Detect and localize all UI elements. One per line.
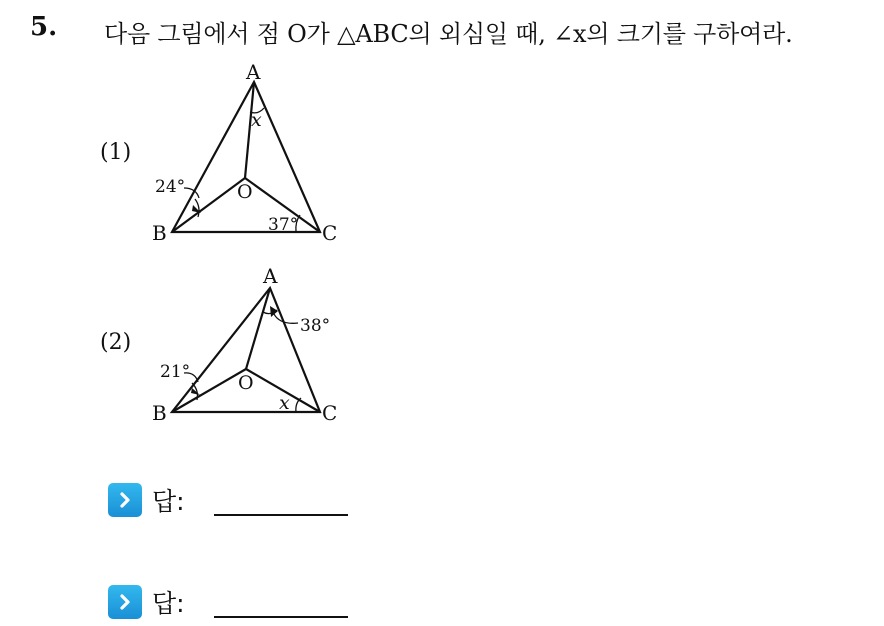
chevron-right-icon	[108, 585, 142, 619]
answer-label: 답:	[152, 487, 185, 516]
vertex-o-2: O	[238, 372, 254, 394]
segment-oa-2	[246, 288, 270, 369]
vertex-c-2: C	[322, 401, 338, 425]
answer-label: 답:	[152, 589, 185, 618]
angle-c-label-1: 37°	[268, 215, 299, 235]
vertex-a-2: A	[263, 264, 278, 288]
question-text: 다음 그림에서 점 O가 △ABC의 외심일 때, ∠x의 크기를 구하여라.	[104, 20, 793, 48]
chevron-right-icon	[108, 483, 142, 517]
angle-b-label-1: 24°	[155, 177, 186, 197]
vertex-b-2: B	[152, 401, 167, 425]
vertex-b-1: B	[152, 221, 167, 245]
answer-row-1	[108, 480, 185, 520]
figure-2-label: (2)	[100, 330, 132, 355]
answer-blank[interactable]	[214, 514, 348, 516]
vertex-a-1: A	[246, 60, 261, 84]
answer-blank[interactable]	[214, 616, 348, 618]
angle-b-label-2: 21°	[160, 362, 191, 382]
question-number: 5.	[30, 12, 58, 42]
angle-x-label-2: x	[279, 392, 290, 414]
vertex-c-1: C	[322, 221, 338, 245]
angle-a-label-2: 38°	[300, 316, 331, 336]
angle-x-label-1: x	[251, 109, 262, 131]
figure-1-label: (1)	[100, 140, 132, 165]
vertex-o-1: O	[237, 181, 253, 203]
answer-row-2	[108, 582, 185, 622]
leader-38	[274, 314, 298, 323]
